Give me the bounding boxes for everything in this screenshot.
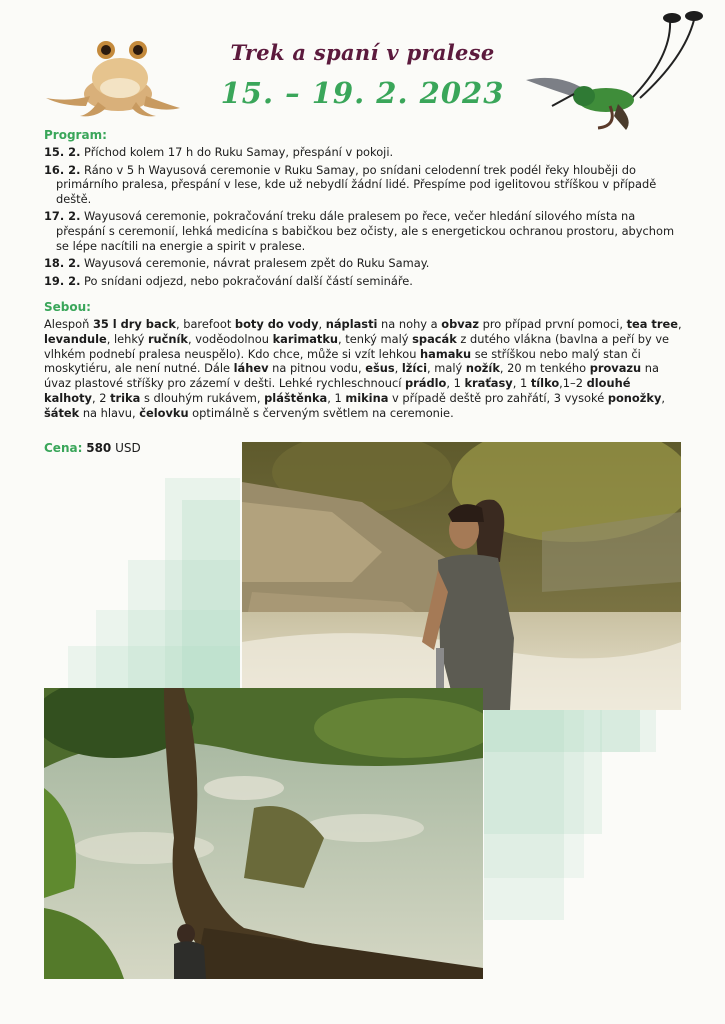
photo-jungle-river xyxy=(44,688,483,979)
packing-item: láhev xyxy=(233,361,269,376)
packing-item: kraťasy xyxy=(464,376,513,391)
packing-item: levandule xyxy=(44,331,107,346)
packing-item: čelovku xyxy=(139,405,189,420)
packing-text: , 1 xyxy=(446,376,465,391)
photo-jungle-river-graphic xyxy=(44,688,483,979)
packing-text: na hlavu, xyxy=(79,405,140,420)
decor-square xyxy=(484,710,584,878)
packing-text: , 20 m tenkého xyxy=(499,361,590,376)
packing-item: nožík xyxy=(465,361,500,376)
program-item xyxy=(44,145,684,160)
packing-text: , voděodolnou xyxy=(188,331,273,346)
packing-item: náplasti xyxy=(325,317,378,331)
packing-item: obvaz xyxy=(441,317,479,331)
packing-item: hamaku xyxy=(420,346,472,361)
packing-text: , lehký xyxy=(106,331,148,346)
program-item xyxy=(44,209,684,253)
packing-text: s dlouhým rukávem, xyxy=(140,390,265,405)
packing-item: pláštěnka xyxy=(264,390,328,405)
program-item-text: Ráno v 5 h Wayusová ceremonie v Ruku Samay, po snídani celodenní trek podél řeky hlouběji do primárního pralesa, přespání v lese, kde už nebydlí žádní lidé. Přespíme pod igelitovou stříškou v případě deště. xyxy=(56,162,657,206)
price-label: Cena: xyxy=(44,441,83,455)
decor-square xyxy=(68,646,240,688)
packing-item: ponožky xyxy=(607,390,662,405)
program-item xyxy=(44,163,684,207)
packing-text: , 1 xyxy=(327,390,346,405)
packing-text: , xyxy=(677,317,682,331)
program-heading: Program: xyxy=(44,128,107,142)
packing-text: optimálně s červeným světlem na ceremonie. xyxy=(188,405,454,420)
decor-square xyxy=(600,710,656,752)
packing-text: na úvaz plastové stříšky pro zázemí v dešti. Lehké rychleschnoucí xyxy=(44,361,659,391)
packing-item: boty do vody xyxy=(234,317,319,331)
program-item-date: 18. 2. xyxy=(44,256,81,271)
program-item-text: Příchod kolem 17 h do Ruku Samay, přespání v pokoji. xyxy=(80,145,394,159)
packing-text: , xyxy=(394,361,402,376)
program-item-date: 17. 2. xyxy=(44,209,81,224)
packing-text: , xyxy=(318,317,326,331)
packing-item: karimatku xyxy=(272,331,339,346)
packing-item: spacák xyxy=(412,331,457,346)
photo-man-by-river-graphic xyxy=(242,442,681,710)
packing-item: tílko xyxy=(530,376,560,391)
packing-text: Alespoň xyxy=(44,317,93,331)
packing-text: , malý xyxy=(427,361,466,376)
program-item-date: 19. 2. xyxy=(44,273,81,288)
event-dates: 15. – 19. 2. 2023 xyxy=(220,76,505,110)
packing-item: šátek xyxy=(44,405,80,420)
program-item xyxy=(44,256,684,271)
packing-list xyxy=(44,317,684,421)
program-item-text: Wayusová ceremonie, pokračování treku dále pralesem po řece, večer hledání silového místa na přespání s ceremonií, lehká medicína s babičkou bez očisty, ale s energetickou ochranou prostoru, abychom se lépe nacítili na energie a spirit v pralese. xyxy=(56,209,675,253)
packing-text: , 1 xyxy=(512,376,531,391)
packing-item: ručník xyxy=(147,331,189,346)
program-list xyxy=(44,145,684,291)
program-item-date: 15. 2. xyxy=(44,145,81,159)
packing-text: se stříškou nebo malý stan či moskytiéru, ale není nutné. Dále xyxy=(44,346,641,376)
packing-item: mikina xyxy=(345,390,389,405)
hummingbird-illustration xyxy=(522,6,718,132)
packing-text: z dutého vlákna (bavlna a peří by ve vlhkém podnebí pralesa neuspělo). Kdo chce, může si vzít lehkou xyxy=(44,331,670,361)
program-item-text: Po snídani odjezd, nebo pokračování další částí semináře. xyxy=(80,273,413,288)
packing-text: v případě deště pro zahřátí, 3 vysoké xyxy=(388,390,608,405)
packing-text: na pitnou vodu, xyxy=(268,361,366,376)
sebou-heading: Sebou: xyxy=(44,300,91,314)
price-value: 580 xyxy=(86,441,112,455)
packing-item: prádlo xyxy=(405,376,447,391)
packing-text: , xyxy=(661,390,665,405)
packing-item: 35 l dry back xyxy=(92,317,176,331)
program-item xyxy=(44,274,684,289)
packing-item: tea tree xyxy=(626,317,678,331)
page-title: Trek a spaní v pralese xyxy=(230,40,495,65)
packing-text: na nohy a xyxy=(377,317,442,331)
packing-text: ,1–2 xyxy=(559,376,587,391)
program-item-date: 16. 2. xyxy=(44,162,81,177)
packing-text: pro případ první pomoci, xyxy=(478,317,627,331)
packing-item: dlouhé kalhoty xyxy=(44,376,631,405)
packing-item: trika xyxy=(110,390,141,405)
price-currency: USD xyxy=(111,441,141,455)
packing-item: lžíci xyxy=(401,361,427,376)
photo-man-by-river xyxy=(242,442,681,710)
packing-text: , 2 xyxy=(91,390,111,405)
packing-text: , barefoot xyxy=(175,317,235,331)
packing-item: ešus xyxy=(365,361,395,376)
program-item-text: Wayusová ceremonie, návrat pralesem zpět do Ruku Samay. xyxy=(80,256,430,271)
packing-text: , tenký malý xyxy=(338,331,413,346)
price xyxy=(44,441,141,455)
packing-item: provazu xyxy=(589,361,642,376)
